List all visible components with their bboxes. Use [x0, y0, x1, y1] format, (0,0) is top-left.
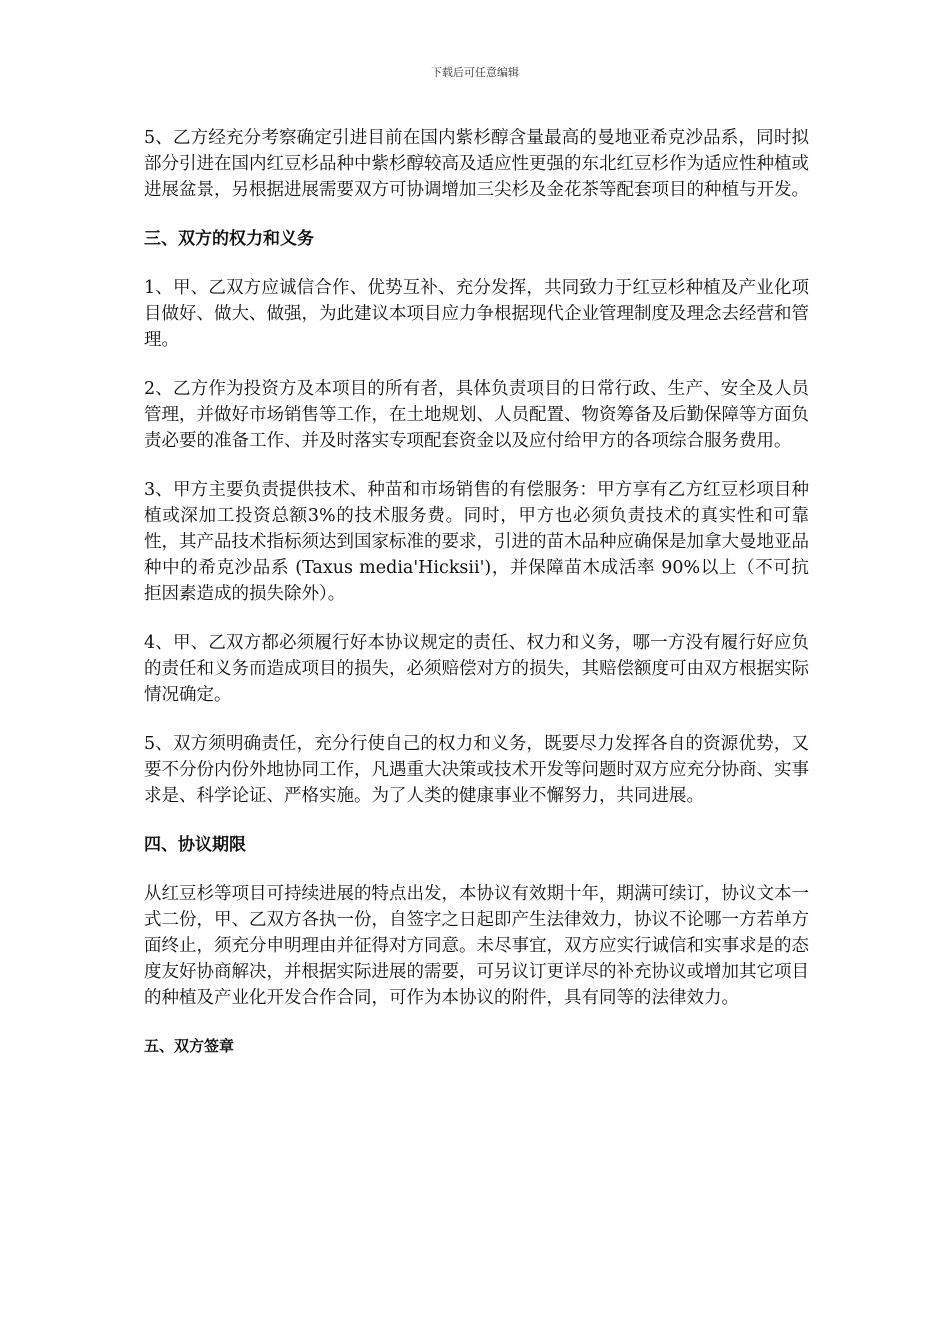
- paragraph-item-5-intro: 5、乙方经充分考察确定引进目前在国内紫杉醇含量最高的曼地亚希克沙品系，同时拟部分引进在国内红豆杉品种中紫杉醇较高及适应性更强的东北红豆杉作为适应性种植或进展盆景，另根据进展需要双方可协调增加三尖杉及金花茶等配套项目的种植与开发。: [144, 128, 809, 200]
- section-4-heading: 四、协议期限: [144, 835, 246, 855]
- section-3-item-5: 5、双方须明确责任，充分行使自己的权力和义务，既要尽力发挥各自的资源优势，又要不分份内份外地协同工作，凡遇重大决策或技术开发等问题时双方应充分协商、实事求是、科学论证、严格实施。为了人类的健康事业不懈努力，共同进展。: [144, 734, 809, 806]
- document-body: [144, 125, 809, 1058]
- section-3-item-3: 3、甲方主要负责提供技术、种苗和市场销售的有偿服务：甲方享有乙方红豆杉项目种植或深加工投资总额3%的技术服务费。同时，甲方也必须负责技术的真实性和可靠性，其产品技术指标须达到国家标准的要求，引进的苗木品种应确保是加拿大曼地亚品种中的希克沙品系 (Taxus media'Hicksii')，并保障苗木成活率 90%以上（不可抗拒因素造成的损失除外）。: [144, 480, 809, 604]
- section-4-body: 从红豆杉等项目可持续进展的特点出发，本协议有效期十年，期满可续订，协议文本一式二份，甲、乙双方各执一份，自签字之日起即产生法律效力，协议不论哪一方若单方面终止，须充分申明理由并征得对方同意。未尽事宜，双方应实行诚信和实事求是的态度友好协商解决，并根据实际进展的需要，可另议订更详尽的补充协议或增加其它项目的种植及产业化开发合作合同，可作为本协议的附件，具有同等的法律效力。: [144, 884, 809, 1008]
- section-3-item-1: 1、甲、乙双方应诚信合作、优势互补、充分发挥，共同致力于红豆杉种植及产业化项目做好、做大、做强，为此建议本项目应力争根据现代企业管理制度及理念去经营和管理。: [144, 278, 809, 350]
- page-header: 下载后可任意编辑: [431, 66, 519, 79]
- section-3-item-4: 4、甲、乙双方都必须履行好本协议规定的责任、权力和义务，哪一方没有履行好应负的责任和义务而造成项目的损失，必须赔偿对方的损失，其赔偿额度可由双方根据实际情况确定。: [144, 633, 809, 705]
- section-3-item-2: 2、乙方作为投资方及本项目的所有者，具体负责项目的日常行政、生产、安全及人员管理，并做好市场销售等工作，在土地规划、人员配置、物资筹备及后勤保障等方面负责必要的准备工作、并及时落实专项配套资金以及应付给甲方的各项综合服务费用。: [144, 379, 809, 451]
- section-5-heading: 五、双方签章: [144, 1037, 235, 1055]
- section-3-heading: 三、双方的权力和义务: [144, 229, 314, 249]
